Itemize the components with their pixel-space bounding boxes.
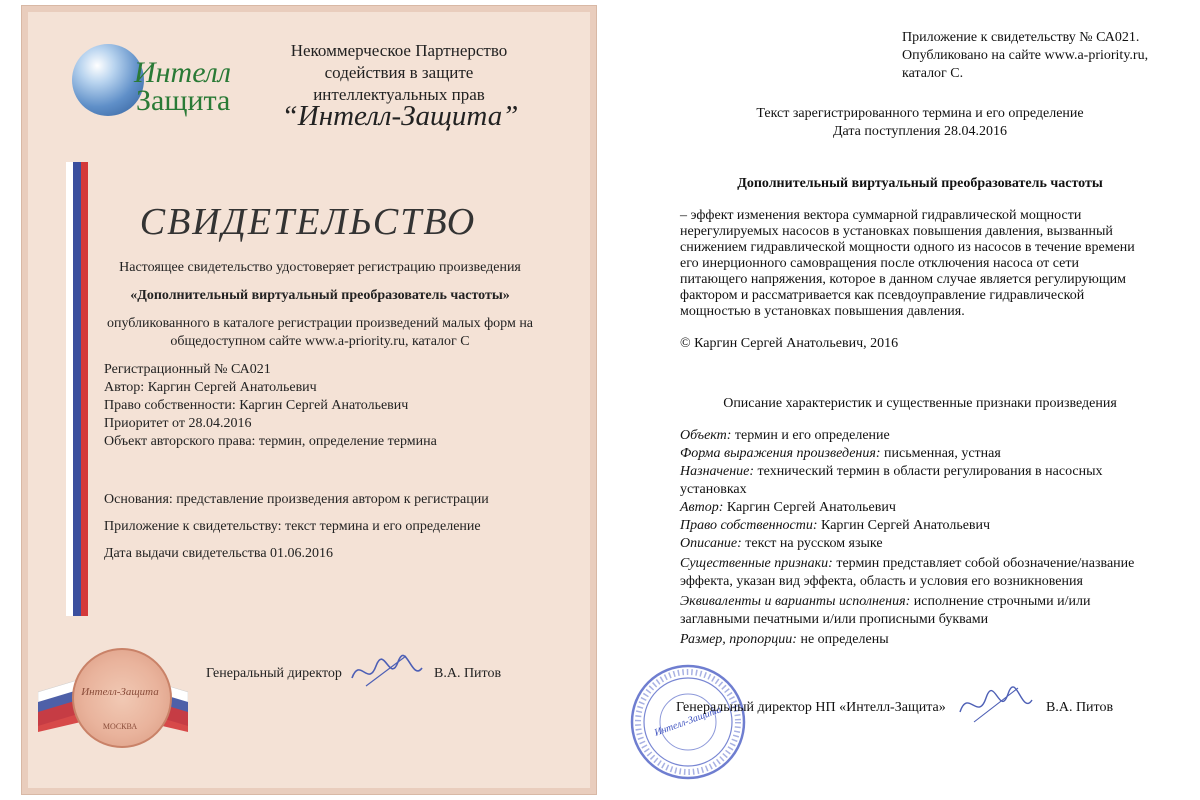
detail-reg-number: Регистрационный № СА021 [104,362,271,377]
published-line-2: общедоступном сайте www.a-priority.ru, каталог С [170,334,470,349]
feature-line-8: Существенные признаки: термин представляет собой обозначение/название [680,556,1135,571]
definition-line-1: – эффект изменения вектора суммарной гидравлической мощности [680,208,1082,223]
director-label: Генеральный директор [206,666,342,681]
org-brand: “Интелл-Защита” [281,100,519,132]
director-name: В.А. Питов [434,666,502,681]
flag-stripe [66,162,88,616]
appendix-header-1: Приложение к свидетельству № СА021. [902,30,1140,45]
published-line-1: опубликованного в каталоге регистрации произведений малых форм на [106,316,534,331]
feature-line-9: эффекта, указан вид эффекта, область и условия его возникновения [680,574,1083,589]
signature-icon [346,648,426,694]
logo-line1: Интелл [134,56,231,89]
stamp-label: Интелл-Защита [652,704,724,739]
detail-author: Автор: Каргин Сергей Анатольевич [104,380,317,395]
org-line-1: Некоммерческое Партнерство [290,41,508,60]
term-title: Дополнительный виртуальный преобразователь частоты [737,176,1103,191]
certificate-title: СВИДЕТЕЛЬСТВО [139,201,477,243]
received-date: Дата поступления 28.04.2016 [832,124,1007,139]
section2-title: Описание характеристик и существенные признаки произведения [723,396,1117,411]
feature-line-12: Размер, пропорции: не определены [680,632,889,647]
feature-line-10: Эквиваленты и варианты исполнения: исполнение строчными и/или [680,594,1091,609]
detail-priority: Приоритет от 28.04.2016 [104,416,252,431]
definition-line-5: питающего напряжения, которое в данном случае является регулирующим [680,272,1127,287]
appendix-director-label: Генеральный директор НП «Интелл-Защита» [676,700,946,715]
seal-label: Интелл-Защита [81,686,159,698]
feature-line-4: установках [680,482,747,497]
feature-line-7: Описание: текст на русском языке [680,536,883,551]
definition-line-7: мощностью в установках повышения давления. [680,304,965,319]
feature-line-2: Форма выражения произведения: письменная, устная [680,446,1001,461]
appendix-header-3: каталог С. [902,66,964,81]
definition-line-3: снижением гидравлической мощности одного из насосов в течение времени [680,240,1135,255]
feature-line-3: Назначение: технический термин в области регулирования в насосных [680,464,1103,479]
definition-line-4: его инерционного самовращения после отключения насоса от сети [680,256,1079,271]
feature-line-6: Право собственности: Каргин Сергей Анатольевич [680,518,991,533]
feature-line-11: заглавными печатными и/или прописными буквами [680,612,989,627]
feature-line-5: Автор: Каргин Сергей Анатольевич [680,500,896,515]
detail-owner: Право собственности: Каргин Сергей Анатольевич [104,398,409,413]
seal-icon [72,648,172,748]
org-line-2: содействия в защите [324,63,474,82]
basis-text: Основания: представление произведения автором к регистрации [104,492,489,507]
section1-title: Текст зарегистрированного термина и его определение [756,106,1084,121]
copyright-line: © Каргин Сергей Анатольевич, 2016 [680,336,899,351]
definition-line-2: нерегулируемых насосов в установках повышения давления, вызванный [680,224,1113,239]
intro-text: Настоящее свидетельство удостоверяет регистрацию произведения [119,260,521,275]
work-title: «Дополнительный виртуальный преобразователь частоты» [130,288,510,303]
appendix-text: Приложение к свидетельству: текст термина и его определение [104,519,481,534]
appendix-header-2: Опубликовано на сайте www.a-priority.ru, [902,48,1149,63]
org-line-3: интеллектуальных прав [313,85,485,104]
logo-line2: Защита [136,84,231,117]
appendix-director-name: В.А. Питов [1046,700,1114,715]
feature-line-1: Объект: термин и его определение [680,428,890,443]
seal-city: МОСКВА [102,722,138,731]
issue-date: Дата выдачи свидетельства 01.06.2016 [104,546,334,561]
appendix-signature-icon [956,682,1036,728]
definition-line-6: фактором и рассматривается как псевдоуправление гидравлической [680,288,1085,303]
detail-object: Объект авторского права: термин, определение термина [104,434,437,449]
